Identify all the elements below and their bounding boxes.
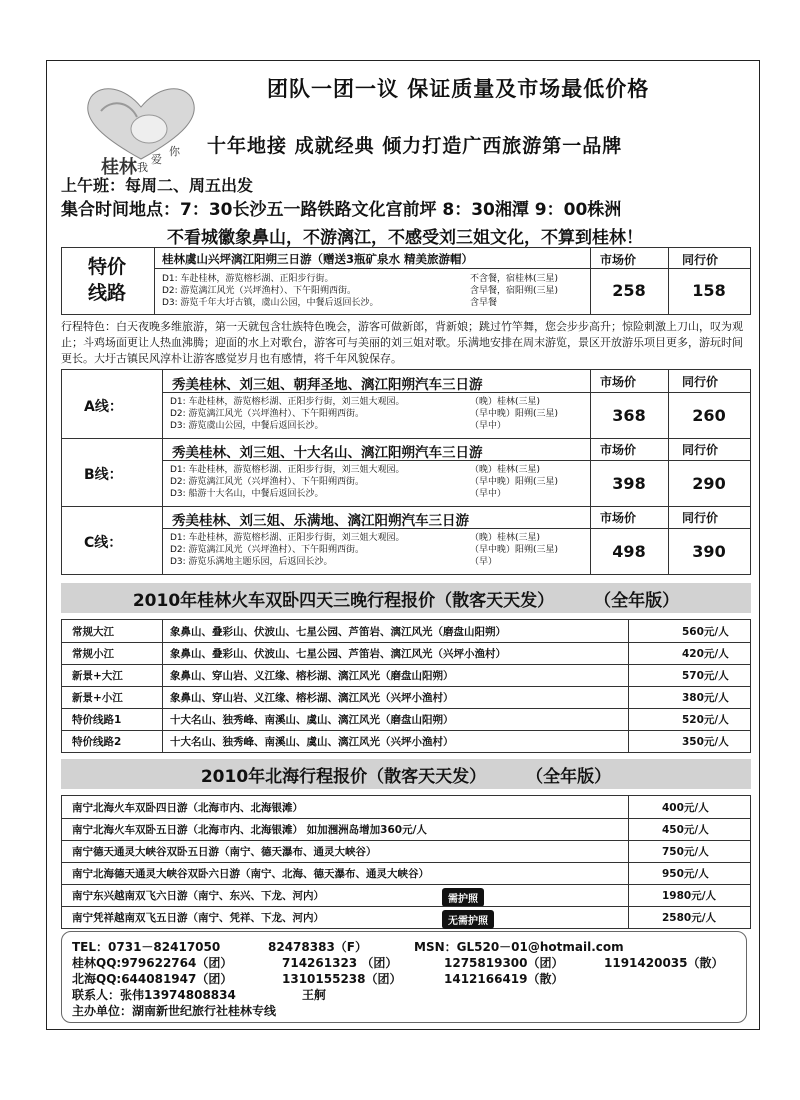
line-c-meal-2: （早中晚）阳朔(三星) bbox=[470, 545, 559, 555]
row-route: 十大名山、独秀峰、南溪山、虞山、漓江风光（兴坪小渔村） bbox=[170, 736, 454, 748]
row-name: 特价线路1 bbox=[72, 714, 122, 726]
table-row bbox=[62, 884, 750, 906]
row-price: 350元/人 bbox=[682, 736, 729, 748]
guilin-qq-3: 1275819300（团） bbox=[444, 956, 564, 970]
logo-word-1: 我 bbox=[137, 161, 148, 174]
line-b-meal-1: （晚）桂林(三星) bbox=[470, 465, 541, 475]
line-a-peer-price: 260 bbox=[692, 406, 726, 425]
logo bbox=[71, 81, 211, 178]
line-c-peer-label: 同行价 bbox=[682, 511, 719, 525]
row-route: 南宁东兴越南双飞六日游（南宁、东兴、下龙、河内） bbox=[72, 890, 324, 902]
special-stay-3: 含早餐 bbox=[470, 298, 498, 308]
guilin-banner-edition: （全年版） bbox=[594, 590, 680, 611]
row-route: 南宁北海火车双卧四日游（北海市内、北海银滩） bbox=[72, 801, 303, 814]
guilin-banner-title: 2010年桂林火车双卧四天三晚行程报价（散客天天发） bbox=[132, 590, 555, 611]
table-row bbox=[62, 730, 750, 752]
row-route: 象鼻山、穿山岩、义江缘、榕杉湖、漓江风光（兴坪小渔村） bbox=[170, 692, 454, 704]
row-name: 新景+大江 bbox=[72, 670, 123, 682]
row-name: 常规小江 bbox=[72, 648, 114, 660]
special-day-1: D1: 车赴桂林，游览榕杉湖、正阳步行街。 bbox=[162, 274, 334, 284]
table-row bbox=[62, 642, 750, 664]
contact-person: 联系人：张伟13974808834 bbox=[72, 988, 236, 1002]
line-a-day-2: D2: 游览漓江风光（兴坪渔村）、下午阳朔西街。 bbox=[170, 409, 365, 419]
special-peer-label: 同行价 bbox=[682, 253, 719, 267]
row-price: 420元/人 bbox=[682, 648, 729, 660]
slogan-brand: 十年地接 成就经典 倾力打造广西旅游第一品牌 bbox=[207, 135, 623, 157]
row-route: 南宁凭祥越南双飞五日游（南宁、凭祥、下龙、河内） bbox=[72, 912, 324, 924]
row-price: 1980元/人 bbox=[662, 890, 717, 902]
logo-city: 桂林 bbox=[101, 157, 137, 178]
line-b-day-1: D1: 车赴桂林，游览榕杉湖、正阳步行街，刘三姐大观园。 bbox=[170, 465, 405, 475]
line-b-peer-price: 290 bbox=[692, 474, 726, 493]
row-price: 380元/人 bbox=[682, 692, 729, 704]
special-stay-1: 不含餐，宿桂林(三星) bbox=[470, 274, 559, 284]
special-day-3: D3: 游览千年大圩古镇，虞山公园，中餐后返回长沙。 bbox=[162, 298, 379, 308]
table-row bbox=[62, 818, 750, 840]
table-row bbox=[62, 686, 750, 708]
row-name: 特价线路2 bbox=[72, 736, 122, 748]
motto: 不看城徽象鼻山，不游漓江，不感受刘三姐文化，不算到桂林！ bbox=[167, 228, 643, 248]
special-title: 桂林虞山兴坪漓江阳朔三日游（赠送3瓶矿泉水 精美旅游帽） bbox=[162, 252, 474, 266]
line-b-market-label: 市场价 bbox=[600, 443, 637, 457]
line-a-meal-1: （晚）桂林(三星) bbox=[470, 397, 541, 407]
row-route: 南宁德天通灵大峡谷双卧五日游（南宁、德天瀑布、通灵大峡谷） bbox=[72, 846, 377, 858]
row-route: 象鼻山、穿山岩、义江缘、榕杉湖、漓江风光（磨盘山阳朔） bbox=[170, 670, 454, 682]
special-label: 特价 线路 bbox=[87, 256, 126, 304]
row-route: 南宁北海火车双卧五日游（北海市内、北海银滩） 如加涠洲岛增加360元/人 bbox=[72, 824, 427, 836]
beihai-banner-title: 2010年北海行程报价（散客天天发） bbox=[200, 766, 487, 787]
guilin-train-banner bbox=[61, 583, 751, 613]
row-route: 南宁北海德天通灵大峡谷双卧六日游（南宁、北海、德天瀑布、通灵大峡谷） bbox=[72, 868, 429, 880]
row-name: 新景+小江 bbox=[72, 692, 123, 704]
line-a-name: A线： bbox=[84, 399, 123, 415]
table-row bbox=[62, 862, 750, 884]
line-c-meal-3: （早） bbox=[470, 557, 498, 567]
table-row bbox=[62, 796, 750, 818]
meeting-point: 集合时间地点：7：30长沙五一路铁路文化宫前坪 8：30湘潭 9：00株洲 bbox=[61, 200, 622, 220]
guilin-qq-4: 1191420035（散） bbox=[604, 956, 724, 970]
table-row bbox=[62, 906, 750, 928]
special-stay-2: 含早餐，宿阳朔(三星) bbox=[470, 286, 559, 296]
table-row bbox=[62, 708, 750, 730]
line-b-title: 秀美桂林、刘三姐、十大名山、漓江阳朔汽车三日游 bbox=[172, 445, 483, 461]
table-row bbox=[62, 620, 750, 642]
lines-box bbox=[61, 369, 751, 575]
row-name: 常规大江 bbox=[72, 625, 114, 638]
row-price: 520元/人 bbox=[682, 714, 729, 726]
flyer-frame bbox=[46, 60, 760, 1030]
row-price: 950元/人 bbox=[662, 868, 709, 880]
special-line-box bbox=[61, 247, 751, 315]
table-row bbox=[62, 840, 750, 862]
passport-required-badge: 需护照 bbox=[442, 888, 484, 907]
line-c-title: 秀美桂林、刘三姐、乐满地、漓江阳朔汽车三日游 bbox=[172, 513, 469, 529]
row-route: 象鼻山、叠彩山、伏波山、七星公园、芦笛岩、漓江风光（兴坪小渔村） bbox=[170, 648, 506, 660]
guilin-train-table bbox=[61, 619, 751, 753]
guilin-qq-1: 桂林QQ:979622764（团） bbox=[72, 956, 233, 970]
line-a-day-1: D1: 车赴桂林，游览榕杉湖、正阳步行街，刘三姐大观园。 bbox=[170, 397, 405, 407]
line-a-meal-2: （早中晚）阳朔(三星) bbox=[470, 409, 559, 419]
logo-word-2: 爱 bbox=[151, 153, 162, 166]
slogan-price: 团队一团一议 保证质量及市场最低价格 bbox=[267, 77, 650, 101]
line-b-name: B线： bbox=[84, 467, 123, 483]
line-b-meal-2: （早中晚）阳朔(三星) bbox=[470, 477, 559, 487]
row-route: 十大名山、独秀峰、南溪山、虞山、漓江风光（磨盘山阳朔） bbox=[170, 714, 454, 726]
organizer: 主办单位：湖南新世纪旅行社桂林专线 bbox=[72, 1004, 277, 1018]
line-a-peer-label: 同行价 bbox=[682, 375, 719, 389]
msn: MSN：GL520－01@hotmail.com bbox=[414, 940, 624, 954]
beihai-banner bbox=[61, 759, 751, 789]
contact-box bbox=[61, 931, 747, 1023]
guilin-qq-2: 714261323 （团） bbox=[282, 956, 398, 970]
line-c-day-2: D2: 游览漓江风光（兴坪渔村）、下午阳朔西街。 bbox=[170, 545, 365, 555]
fax: 82478383（F） bbox=[268, 940, 367, 954]
line-c-market-price: 498 bbox=[612, 542, 646, 561]
row-route: 象鼻山、叠彩山、伏波山、七星公园、芦笛岩、漓江风光（磨盘山阳朔） bbox=[170, 625, 506, 638]
line-a-title: 秀美桂林、刘三姐、朝拜圣地、漓江阳朔汽车三日游 bbox=[172, 377, 483, 393]
table-row bbox=[62, 664, 750, 686]
line-c-meal-1: （晚）桂林(三星) bbox=[470, 533, 541, 543]
line-c-day-1: D1: 车赴桂林，游览榕杉湖、正阳步行街，刘三姐大观园。 bbox=[170, 533, 405, 543]
line-c-peer-price: 390 bbox=[692, 542, 726, 561]
special-day-2: D2: 游览漓江风光（兴坪渔村）、下午阳朔西街。 bbox=[162, 286, 357, 296]
tel: TEL：0731－82417050 bbox=[72, 940, 221, 954]
feature-text: 行程特色：白天夜晚多维旅游，第一天就包含壮族特色晚会，游客可做新郎，背新娘；跳过竹竿舞，您会步步高升；惊险刺激上刀山，叹为观止；斗鸡场面更让人热血沸腾；迎面的水上对歌台，游客可与美丽的刘三姐对歌。乐满地安排在周末游览，景区开放游乐项目更多，游玩时间更长。大圩古镇民风淳朴让游客感觉岁月也有感情，将千年风貌保存。 bbox=[61, 320, 743, 365]
line-a-day-3: D3: 游览虞山公园，中餐后返回长沙。 bbox=[170, 421, 324, 431]
special-market-price: 258 bbox=[612, 281, 646, 300]
departure-schedule: 上午班：每周二、周五出发 bbox=[61, 176, 254, 195]
special-peer-price: 158 bbox=[692, 281, 726, 300]
line-a-market-price: 368 bbox=[612, 406, 646, 425]
row-price: 570元/人 bbox=[682, 670, 729, 682]
row-price: 560元/人 bbox=[682, 625, 729, 638]
row-price: 400元/人 bbox=[662, 801, 709, 814]
no-passport-badge: 无需护照 bbox=[442, 910, 494, 929]
beihai-banner-edition: （全年版） bbox=[526, 766, 612, 787]
line-b-peer-label: 同行价 bbox=[682, 443, 719, 457]
special-market-label: 市场价 bbox=[600, 253, 637, 267]
line-a-market-label: 市场价 bbox=[600, 375, 637, 389]
logo-word-3: 你 bbox=[169, 145, 180, 158]
contact-person-2: 王舸 bbox=[302, 988, 327, 1002]
beihai-qq-1: 北海QQ:644081947（团） bbox=[72, 972, 233, 986]
row-price: 450元/人 bbox=[662, 824, 709, 836]
line-c-name: C线： bbox=[84, 535, 123, 551]
line-b-day-2: D2: 游览漓江风光（兴坪渔村）、下午阳朔西街。 bbox=[170, 477, 365, 487]
line-c-market-label: 市场价 bbox=[600, 511, 637, 525]
beihai-table bbox=[61, 795, 751, 929]
beihai-qq-2: 1310155238（团） bbox=[282, 972, 402, 986]
line-b-day-3: D3: 船游十大名山，中餐后返回长沙。 bbox=[170, 489, 324, 499]
beihai-qq-3: 1412166419（散） bbox=[444, 972, 564, 986]
heart-logo-icon bbox=[71, 81, 211, 169]
row-price: 750元/人 bbox=[662, 846, 709, 858]
line-b-market-price: 398 bbox=[612, 474, 646, 493]
line-b-meal-3: （早中） bbox=[470, 489, 507, 499]
line-a-meal-3: （早中） bbox=[470, 421, 507, 431]
line-c-day-3: D3: 游览乐满地主题乐园，后返回长沙。 bbox=[170, 557, 333, 567]
header bbox=[47, 61, 761, 178]
row-price: 2580元/人 bbox=[662, 912, 717, 924]
